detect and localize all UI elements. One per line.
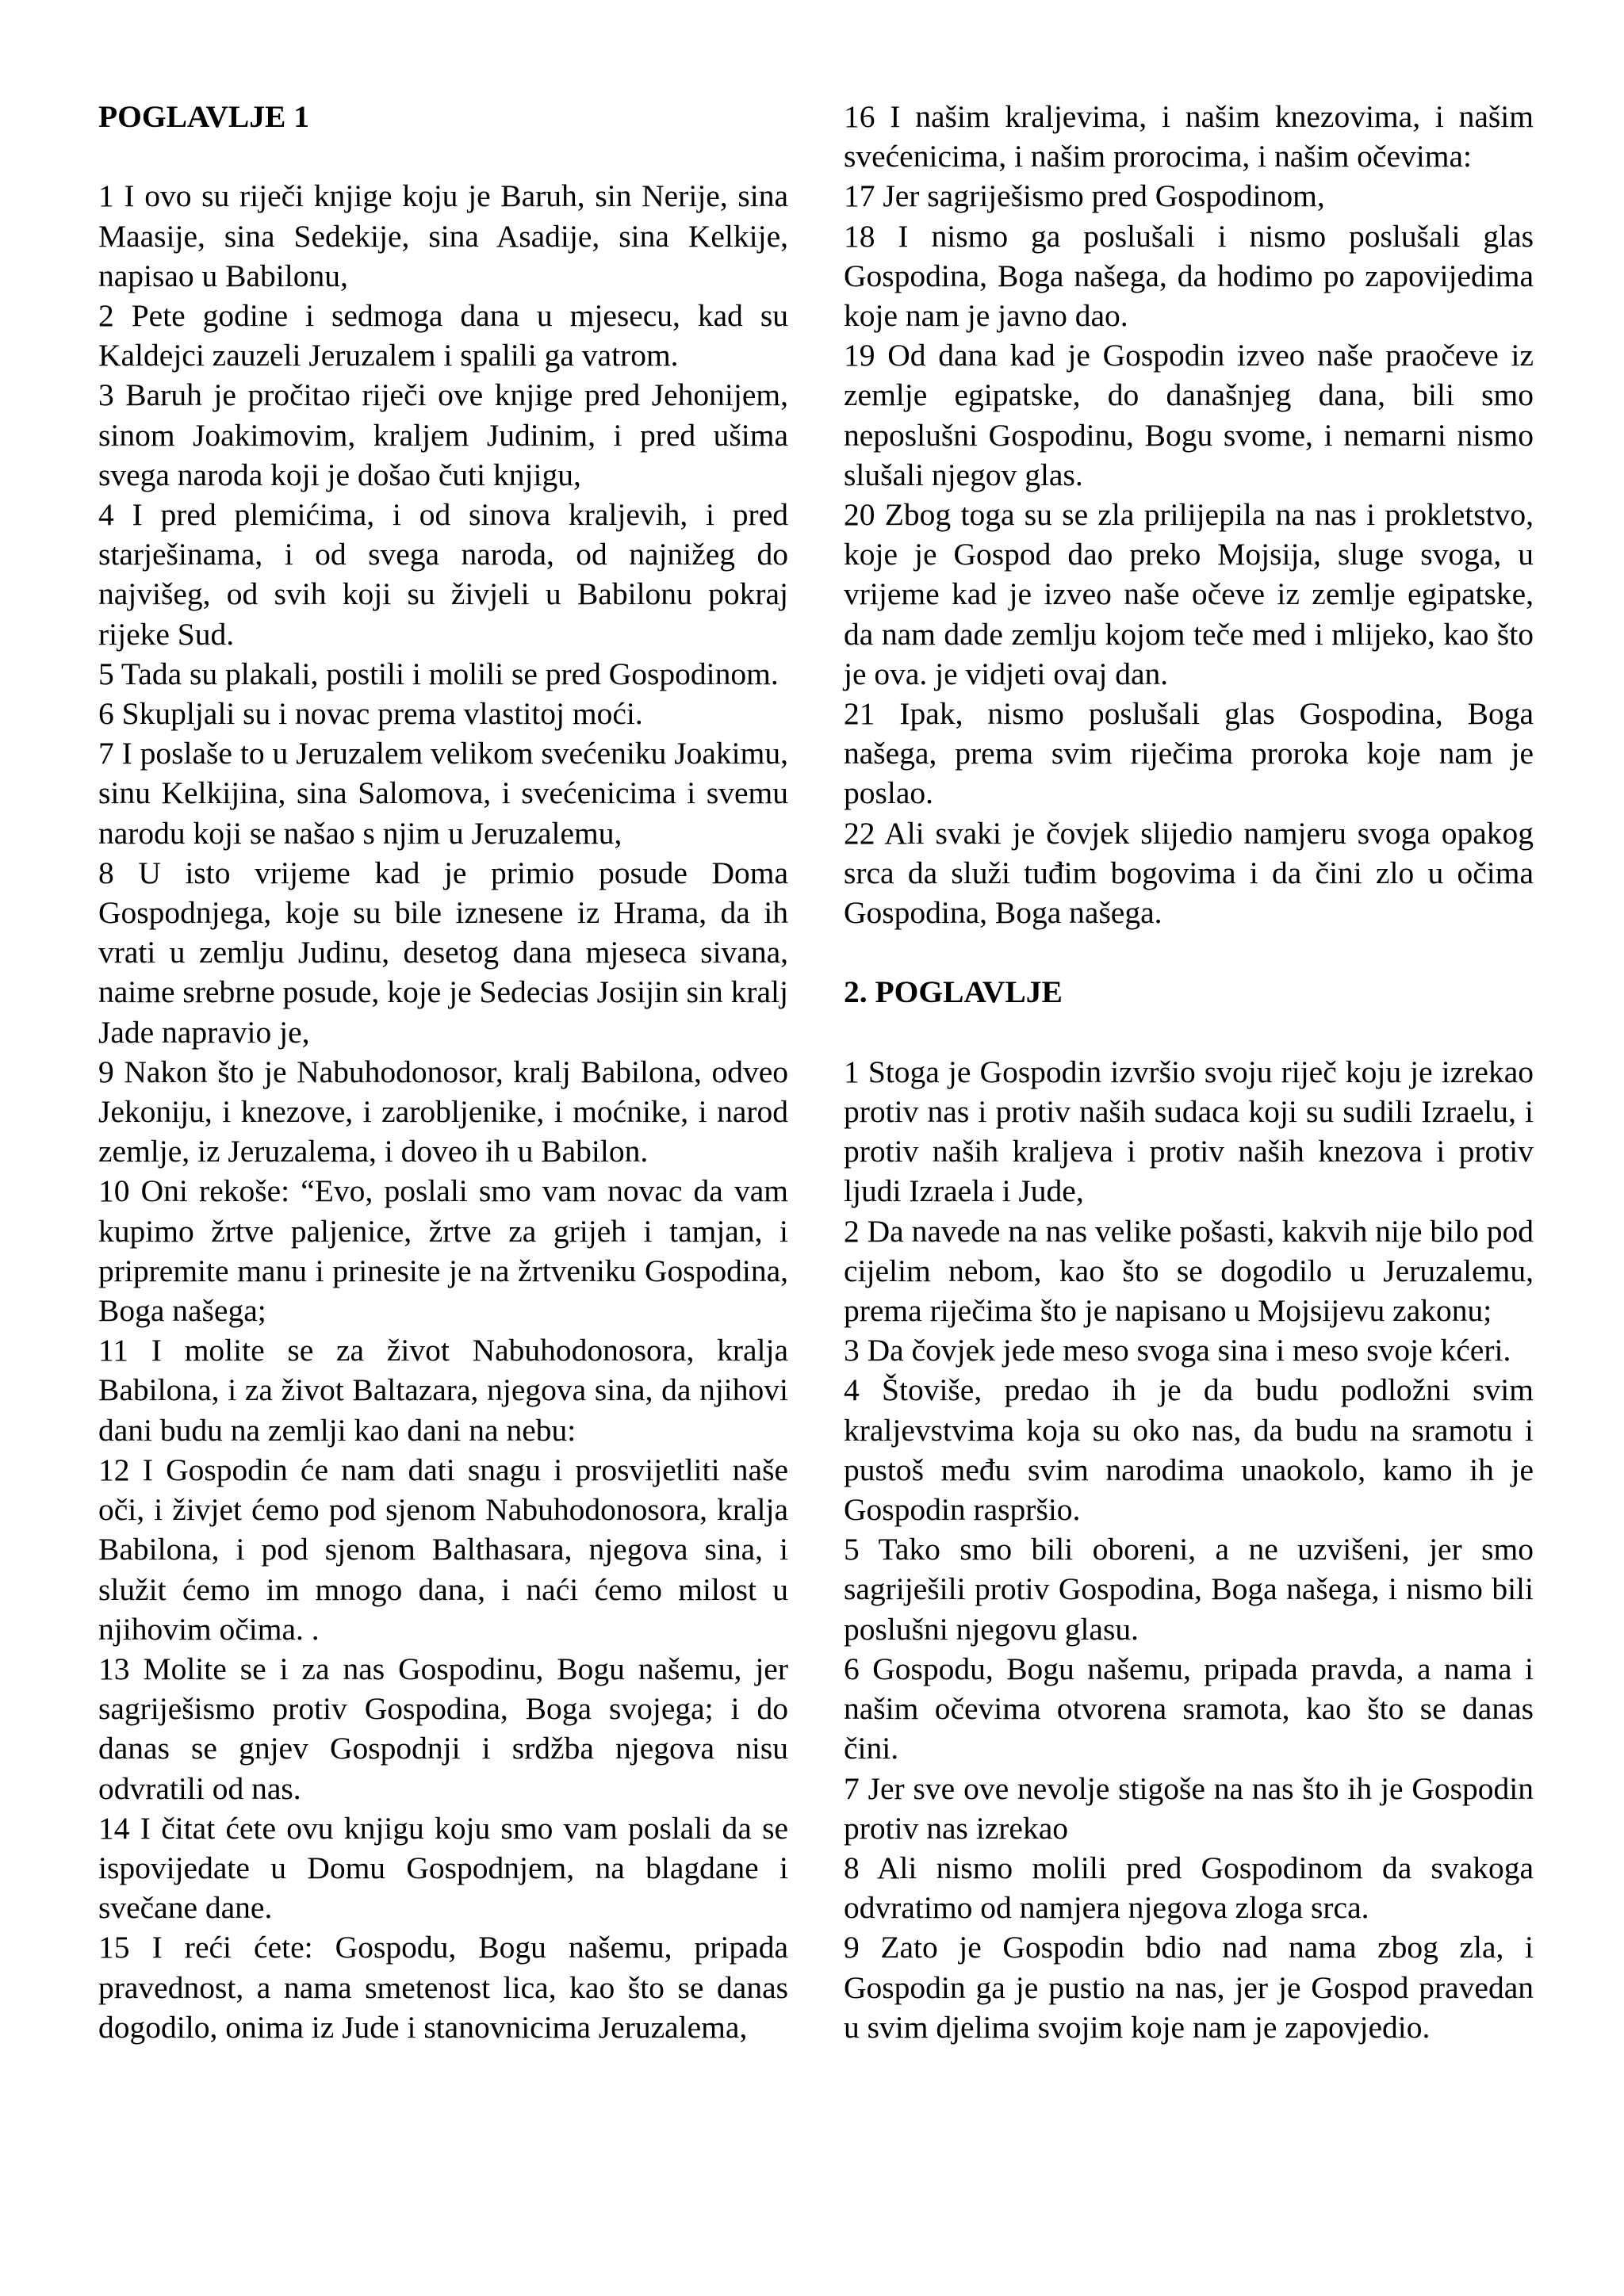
verse: 20 Zbog toga su se zla prilijepila na nas i prokletstvo, koje je Gospod dao preko Mojsija, sluge svoga, u vrijeme kad je izveo naše očeve iz zemlje egipatske, da nam dade zemlju kojom teče med i mlijeko, kao što je ova. je vidjeti ovaj dan. (844, 497, 1534, 691)
verse: 15 I reći ćete: Gospodu, Bogu našemu, pripada pravednost, a nama smetenost lica, kao što se danas dogodilo, onima iz Jude i stanovnicima Jeruzalema, (98, 1930, 788, 2045)
verse: 14 I čitat ćete ovu knjigu koju smo vam poslali da se ispovijedate u Domu Gospodnjem, na blagdane i svečane dane. (98, 1810, 788, 1926)
verse: 19 Od dana kad je Gospodin izveo naše praočeve iz zemlje egipatske, do današnjeg dana, bili smo neposlušni Gospodinu, Bogu svome, i nemarni nismo slušali njegov glas. (844, 338, 1534, 492)
verse: 2 Pete godine i sedmoga dana u mjesecu, kad su Kaldejci zauzeli Jeruzalem i spalili ga vatrom. (98, 298, 788, 373)
spacer (98, 136, 788, 176)
verse: 8 U isto vrijeme kad je primio posude Doma Gospodnjega, koje su bile iznesene iz Hrama, da ih vrati u zemlju Judinu, desetog dana mjeseca sivana, naime srebrne posude, koje je Sedecias Josijin sin kralj Jade napravio je, (98, 855, 788, 1050)
verse: 12 I Gospodin će nam dati snagu i prosvijetliti naše oči, i živjet ćemo pod sjenom Nabuhodonosora, kralja Babilona, i pod sjenom Balthasara, njegova sina, i služit ćemo im mnogo dana, i naći ćemo milost u njihovim očima. . (98, 1452, 788, 1647)
verse: 7 Jer sve ove nevolje stigoše na nas što ih je Gospodin protiv nas izrekao (844, 1770, 1534, 1846)
verse: 7 I poslaše to u Jeruzalem velikom svećeniku Joakimu, sinu Kelkijina, sina Salomova, i svećenicima i svemu narodu koji se našao s njim u Jeruzalemu, (98, 736, 788, 851)
right-column (844, 97, 1534, 2047)
verse: 3 Da čovjek jede meso svoga sina i meso svoje kćeri. (844, 1333, 1511, 1368)
verse: 9 Nakon što je Nabuhodonosor, kralj Babilona, odveo Jekoniju, i knezove, i zarobljenike, i moćnike, i narod zemlje, iz Jeruzalema, i doveo ih u Babilon. (98, 1054, 788, 1169)
verse: 18 I nismo ga poslušali i nismo poslušali glas Gospodina, Boga našega, da hodimo po zapovijedima koje nam je javno dao. (844, 218, 1534, 334)
verse: 4 I pred plemićima, i od sinova kraljevih, i pred starješinama, i od svega naroda, od najnižeg do najvišeg, od svih koji su živjeli u Babilonu pokraj rijeke Sud. (98, 497, 788, 652)
verse: 6 Skupljali su i novac prema vlastitoj moći. (98, 696, 643, 732)
verse: 17 Jer sagriješismo pred Gospodinom, (844, 178, 1325, 214)
chapter-2-heading: 2. POGLAVLJE (844, 974, 1063, 1010)
verse: 21 Ipak, nismo poslušali glas Gospodina, Boga našega, prema svim riječima proroka koje nam je poslao. (844, 696, 1534, 811)
verse: 13 Molite se i za nas Gospodinu, Bogu našemu, jer sagriješismo protiv Gospodina, Boga svojega; i do danas se gnjev Gospodnji i srdžba njegova nisu odvratili od nas. (98, 1651, 788, 1806)
verse: 11 I molite se za život Nabuhodonosora, kralja Babilona, i za život Baltazara, njegova sina, da njihovi dani budu na zemlji kao dani na nebu: (98, 1333, 788, 1448)
spacer (844, 1012, 1534, 1052)
spacer (844, 932, 1534, 972)
verse: 6 Gospodu, Bogu našemu, pripada pravda, a nama i našim očevima otvorena sramota, kao što se danas čini. (844, 1651, 1534, 1766)
chapter-1-heading: POGLAVLJE 1 (98, 99, 309, 134)
verse: 1 I ovo su riječi knjige koju je Baruh, sin Nerije, sina Maasije, sina Sedekije, sina Asadije, sina Kelkije, napisao u Babilonu, (98, 178, 788, 293)
verse: 4 Štoviše, predao ih je da budu podložni svim kraljevstvima koja su oko nas, da budu na sramotu i pustoš među svim narodima unaokolo, kamo ih je Gospodin raspršio. (844, 1372, 1534, 1528)
verse: 1 Stoga je Gospodin izvršio svoju riječ koju je izrekao protiv nas i protiv naših sudaca koji su sudili Izraelu, i protiv naših kraljeva i protiv naših knezova i protiv ljudi Izraela i Jude, (844, 1054, 1534, 1209)
verse: 5 Tada su plakali, postili i molili se pred Gospodinom. (98, 656, 779, 691)
verse: 2 Da navede na nas velike pošasti, kakvih nije bilo pod cijelim nebom, kao što se dogodilo u Jeruzalemu, prema riječima što je napisano u Mojsijevu zakonu; (844, 1213, 1534, 1329)
verse: 9 Zato je Gospodin bdio nad nama zbog zla, i Gospodin ga je pustio na nas, jer je Gospod pravedan u svim djelima svojim koje nam je zapovjedio. (844, 1930, 1534, 2045)
verse: 16 I našim kraljevima, i našim knezovima, i našim svećenicima, i našim prorocima, i našim očevima: (844, 99, 1534, 174)
verse: 10 Oni rekoše: “Evo, poslali smo vam novac da vam kupimo žrtve paljenice, žrtve za grijeh i tamjan, i pripremite manu i prinesite je na žrtveniku Gospodina, Boga našega; (98, 1173, 788, 1329)
verse: 22 Ali svaki je čovjek slijedio namjeru svoga opakog srca da služi tuđim bogovima i da čini zlo u očima Gospodina, Boga našega. (844, 815, 1534, 931)
verse: 3 Baruh je pročitao riječi ove knjige pred Jehonijem, sinom Joakimovim, kraljem Judinim, i pred ušima svega naroda koji je došao čuti knjigu, (98, 377, 788, 492)
left-column (98, 97, 788, 2047)
verse: 8 Ali nismo molili pred Gospodinom da svakoga odvratimo od namjera njegova zloga srca. (844, 1850, 1534, 1926)
verse: 5 Tako smo bili oboreni, a ne uzvišeni, jer smo sagriješili protiv Gospodina, Boga našega, i nismo bili poslušni njegovu glasu. (844, 1532, 1534, 1647)
